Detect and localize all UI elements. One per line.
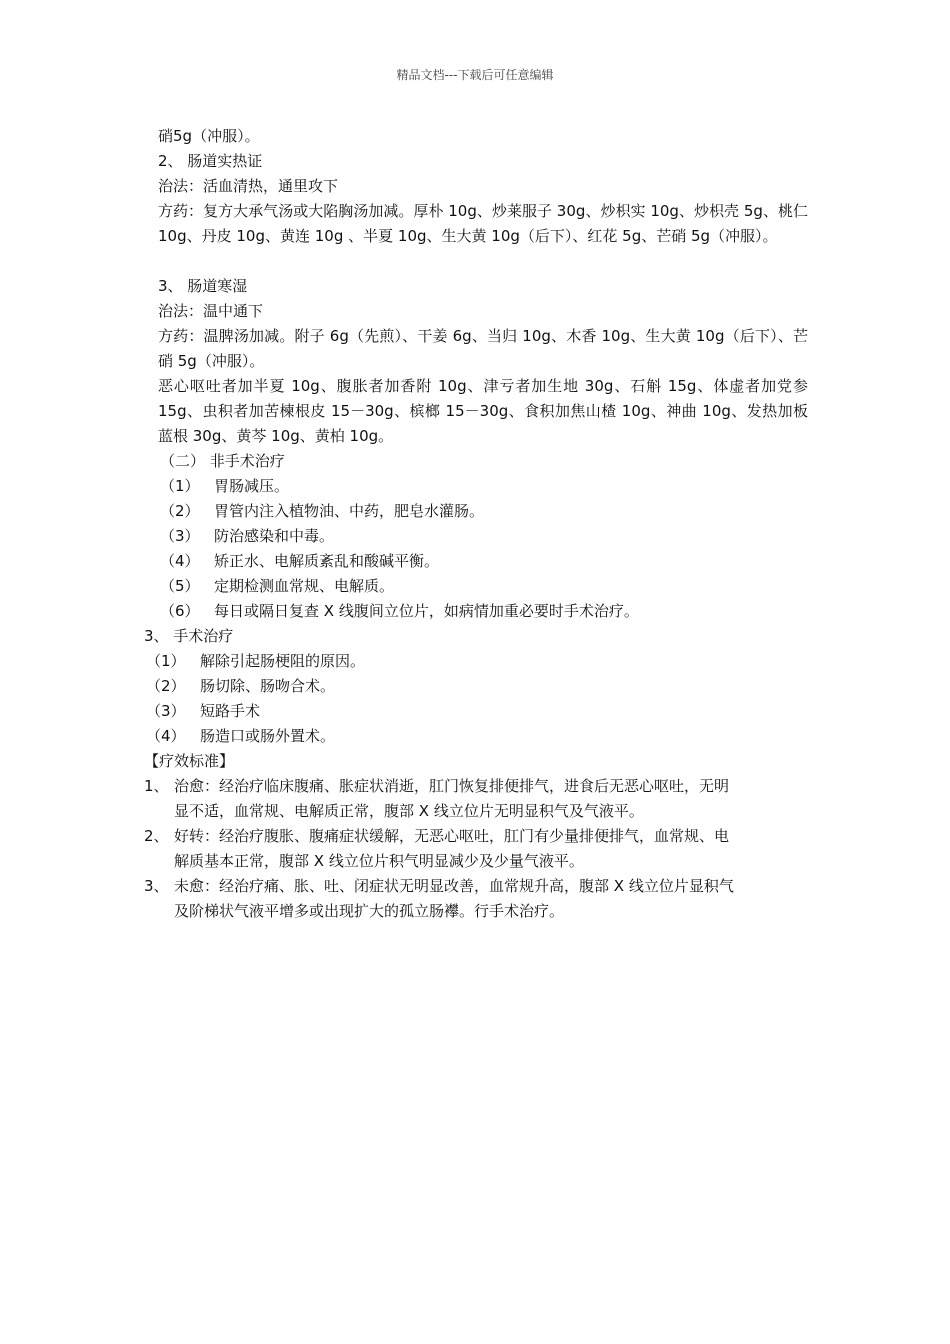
page-header: 精品文档---下载后可任意编辑 (396, 68, 554, 82)
list-item: （4） 肠造口或肠外置术。 (146, 727, 336, 745)
efficacy-item-num: 1、 (144, 777, 169, 795)
section-heading-non-surgical: （二） 非手术治疗 (160, 452, 285, 470)
section-heading-intestinal-heat: 2、 肠道实热证 (158, 152, 263, 170)
list-item: （3） 防治感染和中毒。 (160, 527, 335, 545)
efficacy-item-text: 及阶梯状气液平增多或出现扩大的孤立肠襻。行手术治疗。 (174, 902, 565, 920)
text-line: 治法：活血清热，通里攻下 (158, 177, 339, 195)
text-line: 硝5g（冲服）。 (158, 127, 260, 145)
modification-paragraph: 恶心呕吐者加半夏 10g、腹胀者加香附 10g、津亏者加生地 30g、石斛 15g、体虚者加党参 15g、虫积者加苦楝根皮 15－30g、槟榔 15－30g、食积加焦山楂 10g、神曲 10g、发热加板蓝根 30g、黄芩 10g、黄柏 10g。 (158, 377, 808, 445)
section-heading-efficacy: 【疗效标准】 (144, 752, 235, 770)
list-item: （1） 解除引起肠梗阻的原因。 (146, 652, 366, 670)
efficacy-item-num: 2、 (144, 827, 169, 845)
text-line: 治法：温中通下 (158, 302, 264, 320)
list-item: （2） 胃管内注入植物油、中药，肥皂水灌肠。 (160, 502, 485, 520)
efficacy-item-text: 治愈：经治疗临床腹痛、胀症状消逝，肛门恢复排便排气，进食后无恶心呕吐，无明 (174, 777, 730, 795)
efficacy-item-text: 解质基本正常，腹部 X 线立位片积气明显减少及少量气液平。 (174, 852, 584, 870)
list-item: （1） 胃肠减压。 (160, 477, 290, 495)
prescription-paragraph: 方药：复方大承气汤或大陷胸汤加减。厚朴 10g、炒莱服子 30g、炒枳实 10g、炒枳壳 5g、桃仁 10g、丹皮 10g、黄连 10g 、半夏 10g、生大黄 10g（后下）、红花 5g、芒硝 5g（冲服）。 (158, 202, 808, 245)
list-item: （4） 矫正水、电解质紊乱和酸碱平衡。 (160, 552, 440, 570)
list-item: （2） 肠切除、肠吻合术。 (146, 677, 336, 695)
list-item: （5） 定期检测血常规、电解质。 (160, 577, 395, 595)
efficacy-item-text: 好转：经治疗腹胀、腹痛症状缓解，无恶心呕吐，肛门有少量排便排气，血常规、电 (174, 827, 730, 845)
efficacy-item-text: 显不适，血常规、电解质正常，腹部 X 线立位片无明显积气及气液平。 (174, 802, 644, 820)
section-heading-surgical: 3、 手术治疗 (144, 627, 234, 645)
list-item: （3） 短路手术 (146, 702, 261, 720)
list-item: （6） 每日或隔日复查 X 线腹间立位片，如病情加重必要时手术治疗。 (160, 602, 639, 620)
efficacy-item-text: 未愈：经治疗痛、胀、吐、闭症状无明显改善，血常规升高，腹部 X 线立位片显积气 (174, 877, 734, 895)
section-heading-cold-damp: 3、 肠道寒湿 (158, 277, 248, 295)
prescription-paragraph: 方药：温脾汤加减。附子 6g（先煎）、干姜 6g、当归 10g、木香 10g、生大黄 10g（后下）、芒硝 5g（冲服）。 (158, 327, 808, 370)
efficacy-item-num: 3、 (144, 877, 169, 895)
